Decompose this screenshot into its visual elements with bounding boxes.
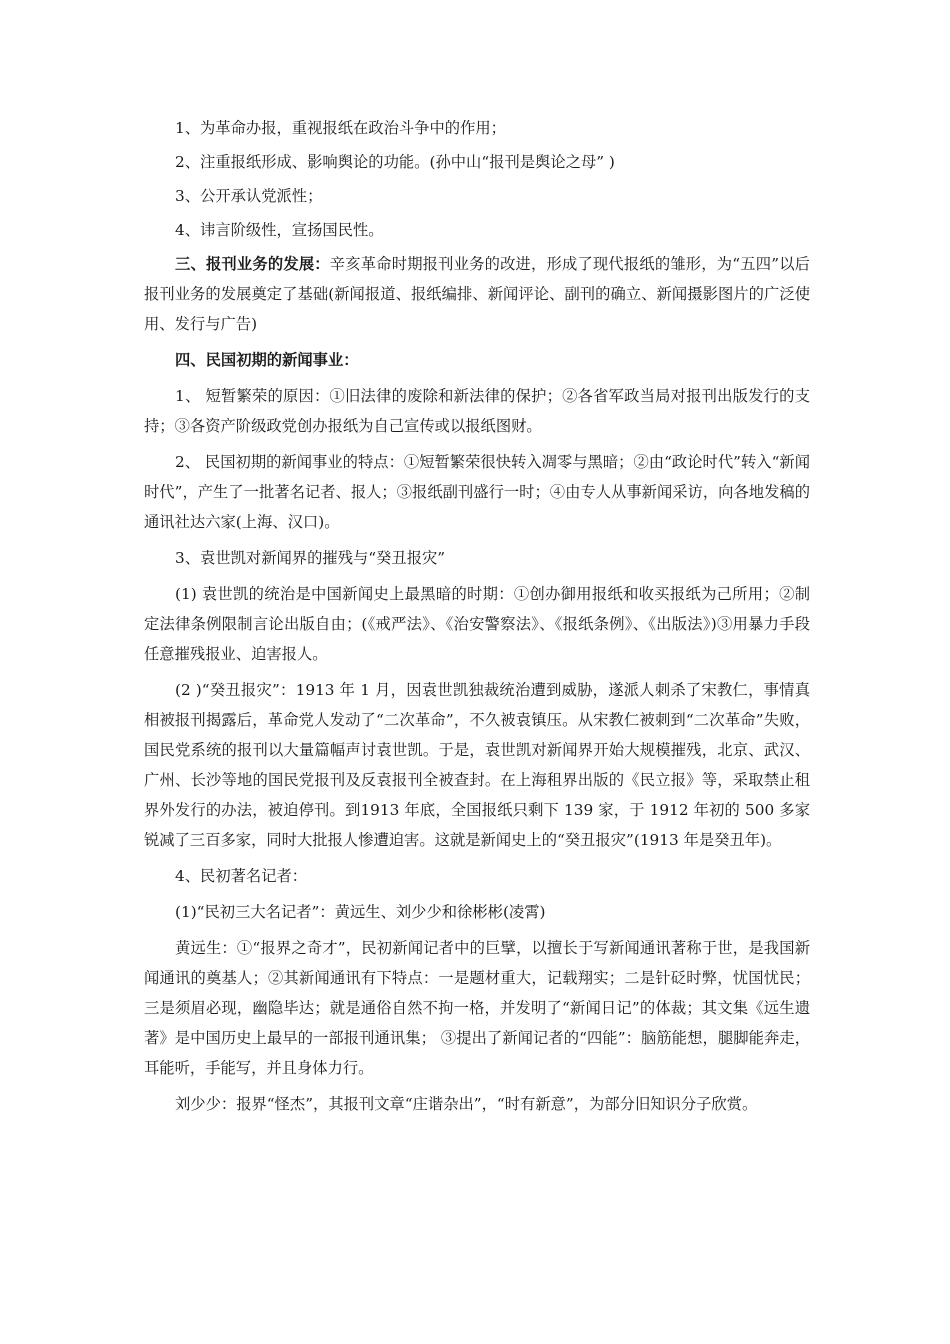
section-4-item-3-sub-2: (2 )“癸丑报灾”：1913 年 1 月，因袁世凯独裁统治遭到威胁，遂派人刺杀了宋教仁，事情真相被报刊揭露后，革命党人发动了“二次革命”，不久被袁镇压。从宋教仁被刺到“二次革命”失败，国民党系统的报刊以大量篇幅声讨袁世凯。于是，袁世凯对新闻界开始大规模摧残，北京、武汉、广州、长沙等地的国民党报刊及反袁报刊全被查封。在上海租界出版的《民立报》等，采取禁止租界外发行的办法，被迫停刊。到1913 年底，全国报纸只剩下 139 家，于 1912 年初的 500 多家锐减了三百多家，同时大批报人惨遭迫害。这就是新闻史上的“癸丑报灾”(1913 年是癸丑年)。 — [144, 681, 810, 849]
section-4-item-4-sub-1: (1)“民初三大名记者”：黄远生、刘少少和徐彬彬(凌霄) — [175, 903, 546, 921]
section-3-paragraph — [144, 249, 810, 339]
journalist-liu-shaoshao: 刘少少：报界“怪杰”，其报刊文章“庄谐杂出”，“时有新意”，为部分旧知识分子欣赏。 — [175, 1095, 758, 1113]
section-4-heading: 四、民国初期的新闻事业： — [175, 351, 359, 369]
section-4-item-3-sub-1: (1) 袁世凯的统治是中国新闻史上最黑暗的时期：①创办御用报纸和收买报纸为己所用；②制定法律条例限制言论出版自由；(《戒严法》、《治安警察法》、《报纸条例》、《出版法》)③用暴力手段任意摧残报业、迫害报人。 — [144, 585, 810, 663]
section-3-text: 辛亥革命时期报刊业务的改进，形成了现代报纸的雏形，为“五四”以后报刊业务的发展奠定了基础(新闻报道、报纸编排、新闻评论、副刊的确立、新闻摄影图片的广泛使用、发行与广告) — [144, 255, 810, 333]
section-4-item-1: 1、 短暂繁荣的原因：①旧法律的废除和新法律的保护；②各省军政当局对报刊出版发行的支持；③各资产阶级政党创办报纸为自己宣传或以报纸图财。 — [144, 387, 810, 435]
section-3-heading: 三、报刊业务的发展： — [175, 255, 330, 273]
section-4-paragraph — [144, 345, 810, 375]
section-4-item-3: 3、袁世凯对新闻界的摧残与“癸丑报灾” — [175, 549, 446, 567]
section-4-item-4: 4、民初著名记者： — [175, 867, 308, 885]
point-3: 3、公开承认党派性； — [175, 187, 323, 205]
point-1: 1、为革命办报，重视报纸在政治斗争中的作用； — [175, 119, 506, 137]
journalist-huang-yuansheng: 黄远生：①“报界之奇才”，民初新闻记者中的巨擘，以擅长于写新闻通讯著称于世，是我国新闻通讯的奠基人；②其新闻通讯有下特点：一是题材重大，记载翔实；二是针砭时弊，忧国忧民；三是须眉必现，幽隐毕达；就是通俗自然不拘一格，并发明了“新闻日记”的体裁；其文集《远生遗著》是中国历史上最早的一部报刊通讯集； ③提出了新闻记者的“四能”：脑筋能想，腿脚能奔走，耳能听，手能写，并且身体力行。 — [144, 939, 810, 1077]
section-4-item-2: 2、 民国初期的新闻事业的特点：①短暂繁荣很快转入凋零与黑暗；②由“政论时代”转入“新闻时代”，产生了一批著名记者、报人；③报纸副刊盛行一时；④由专人从事新闻采访，向各地发稿的通讯社达六家(上海、汉口)。 — [144, 453, 810, 531]
point-4: 4、讳言阶级性，宣扬国民性。 — [175, 221, 384, 239]
point-2: 2、注重报纸形成、影响舆论的功能。(孙中山“报刊是舆论之母” ) — [175, 153, 615, 171]
document-body — [144, 113, 810, 1125]
